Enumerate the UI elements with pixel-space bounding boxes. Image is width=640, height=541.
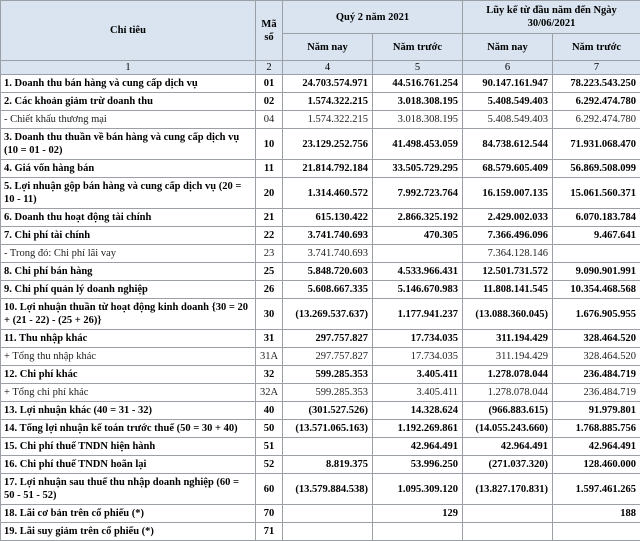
row-ytd-current: 2.429.002.033 — [463, 209, 553, 227]
row-q2-current: 23.129.252.756 — [283, 129, 373, 160]
row-q2-prior: 44.516.761.254 — [373, 75, 463, 93]
row-indicator: 15. Chi phí thuế TNDN hiện hành — [1, 438, 256, 456]
table-row — [1, 281, 640, 299]
row-q2-current — [283, 438, 373, 456]
row-ytd-current: 90.147.161.947 — [463, 75, 553, 93]
table-row — [1, 178, 640, 209]
row-q2-prior: 129 — [373, 505, 463, 523]
row-ytd-prior: 15.061.560.371 — [553, 178, 640, 209]
row-ytd-current: 84.738.612.544 — [463, 129, 553, 160]
header-ytd-group: Lũy kế từ đầu năm đến Ngày 30/06/2021 — [463, 1, 640, 34]
row-ytd-current: 311.194.429 — [463, 330, 553, 348]
row-ytd-prior: 78.223.543.250 — [553, 75, 640, 93]
table-row — [1, 330, 640, 348]
col-number: 4 — [283, 61, 373, 75]
table-row — [1, 505, 640, 523]
row-ytd-prior: 128.460.000 — [553, 456, 640, 474]
row-ytd-prior: 10.354.468.568 — [553, 281, 640, 299]
row-q2-current: 3.741.740.693 — [283, 245, 373, 263]
row-code: 22 — [256, 227, 283, 245]
header-code: Mã số — [256, 1, 283, 61]
table-row — [1, 93, 640, 111]
table-row — [1, 402, 640, 420]
row-q2-prior — [373, 245, 463, 263]
row-q2-current — [283, 505, 373, 523]
row-ytd-prior: 328.464.520 — [553, 348, 640, 366]
row-q2-prior: 41.498.453.059 — [373, 129, 463, 160]
row-q2-current: (13.269.537.637) — [283, 299, 373, 330]
row-q2-prior: 3.018.308.195 — [373, 93, 463, 111]
row-indicator: 11. Thu nhập khác — [1, 330, 256, 348]
row-ytd-current: 42.964.491 — [463, 438, 553, 456]
row-q2-current: 1.314.460.572 — [283, 178, 373, 209]
row-q2-prior: 1.192.269.861 — [373, 420, 463, 438]
row-code: 01 — [256, 75, 283, 93]
row-code: 31A — [256, 348, 283, 366]
row-indicator: 6. Doanh thu hoạt động tài chính — [1, 209, 256, 227]
row-ytd-current: 7.366.496.096 — [463, 227, 553, 245]
row-q2-current: 297.757.827 — [283, 330, 373, 348]
row-ytd-current: 7.364.128.146 — [463, 245, 553, 263]
table-row — [1, 209, 640, 227]
row-indicator: 2. Các khoản giảm trừ doanh thu — [1, 93, 256, 111]
row-ytd-current: (13.088.360.045) — [463, 299, 553, 330]
row-q2-current: 21.814.792.184 — [283, 160, 373, 178]
row-q2-prior: 42.964.491 — [373, 438, 463, 456]
row-code: 32A — [256, 384, 283, 402]
row-q2-prior: 5.146.670.983 — [373, 281, 463, 299]
row-ytd-current: 16.159.007.135 — [463, 178, 553, 209]
col-number: 5 — [373, 61, 463, 75]
row-q2-prior: 17.734.035 — [373, 330, 463, 348]
row-code: 32 — [256, 366, 283, 384]
row-q2-prior: 4.533.966.431 — [373, 263, 463, 281]
row-ytd-prior — [553, 245, 640, 263]
row-q2-current: (301.527.526) — [283, 402, 373, 420]
row-code: 40 — [256, 402, 283, 420]
row-q2-current: 297.757.827 — [283, 348, 373, 366]
row-ytd-current: 68.579.605.409 — [463, 160, 553, 178]
row-indicator: 10. Lợi nhuận thuần từ hoạt động kinh doanh {30 = 20 + (21 - 22) - (25 + 26)} — [1, 299, 256, 330]
row-ytd-prior: 42.964.491 — [553, 438, 640, 456]
row-ytd-prior: 6.292.474.780 — [553, 93, 640, 111]
row-indicator: 16. Chi phí thuế TNDN hoãn lại — [1, 456, 256, 474]
row-q2-current: 599.285.353 — [283, 366, 373, 384]
row-ytd-prior: 236.484.719 — [553, 366, 640, 384]
row-q2-prior: 2.866.325.192 — [373, 209, 463, 227]
row-q2-prior: 3.405.411 — [373, 384, 463, 402]
row-ytd-current — [463, 505, 553, 523]
row-ytd-current: (13.827.170.831) — [463, 474, 553, 505]
row-indicator: 4. Giá vốn hàng bán — [1, 160, 256, 178]
table-row — [1, 245, 640, 263]
row-code: 51 — [256, 438, 283, 456]
table-row — [1, 263, 640, 281]
row-code: 30 — [256, 299, 283, 330]
row-indicator: 8. Chi phí bán hàng — [1, 263, 256, 281]
row-ytd-prior: 1.676.905.955 — [553, 299, 640, 330]
row-q2-prior: 14.328.624 — [373, 402, 463, 420]
table-row — [1, 438, 640, 456]
row-q2-current: 1.574.322.215 — [283, 93, 373, 111]
row-q2-current: 8.819.375 — [283, 456, 373, 474]
header-q2-group: Quý 2 năm 2021 — [283, 1, 463, 34]
row-indicator: 9. Chi phí quản lý doanh nghiệp — [1, 281, 256, 299]
row-q2-prior: 1.177.941.237 — [373, 299, 463, 330]
row-q2-current: (13.579.884.538) — [283, 474, 373, 505]
row-indicator: 19. Lãi suy giảm trên cổ phiếu (*) — [1, 523, 256, 541]
row-q2-current: 599.285.353 — [283, 384, 373, 402]
row-code: 31 — [256, 330, 283, 348]
header-ytd-prior-year: Năm trước — [553, 34, 640, 61]
row-q2-current: 5.608.667.335 — [283, 281, 373, 299]
row-indicator: - Chiết khấu thương mại — [1, 111, 256, 129]
header-indicator: Chỉ tiêu — [1, 1, 256, 61]
row-indicator: 5. Lợi nhuận gộp bán hàng và cung cấp dịch vụ (20 = 10 - 11) — [1, 178, 256, 209]
row-indicator: 14. Tổng lợi nhuận kế toán trước thuế (50 = 30 + 40) — [1, 420, 256, 438]
row-indicator: + Tổng chi phí khác — [1, 384, 256, 402]
row-code: 04 — [256, 111, 283, 129]
row-ytd-current: (14.055.243.660) — [463, 420, 553, 438]
row-ytd-prior: 56.869.508.099 — [553, 160, 640, 178]
row-ytd-prior: 9.090.901.991 — [553, 263, 640, 281]
row-q2-prior: 1.095.309.120 — [373, 474, 463, 505]
table-row — [1, 366, 640, 384]
row-ytd-current: 12.501.731.572 — [463, 263, 553, 281]
row-ytd-prior: 1.597.461.265 — [553, 474, 640, 505]
table-row — [1, 160, 640, 178]
col-number: 6 — [463, 61, 553, 75]
table-row — [1, 456, 640, 474]
row-code: 23 — [256, 245, 283, 263]
row-ytd-prior: 9.467.641 — [553, 227, 640, 245]
row-ytd-current: 1.278.078.044 — [463, 384, 553, 402]
row-ytd-prior: 6.292.474.780 — [553, 111, 640, 129]
row-ytd-current: 311.194.429 — [463, 348, 553, 366]
row-code: 70 — [256, 505, 283, 523]
row-ytd-prior: 1.768.885.756 — [553, 420, 640, 438]
table-row — [1, 384, 640, 402]
row-ytd-prior: 188 — [553, 505, 640, 523]
row-indicator: - Trong đó: Chi phí lãi vay — [1, 245, 256, 263]
header-ytd-current-year: Năm nay — [463, 34, 553, 61]
row-q2-prior: 17.734.035 — [373, 348, 463, 366]
row-ytd-prior: 91.979.801 — [553, 402, 640, 420]
row-q2-prior: 470.305 — [373, 227, 463, 245]
row-code: 21 — [256, 209, 283, 227]
col-number: 2 — [256, 61, 283, 75]
row-q2-current: 1.574.322.215 — [283, 111, 373, 129]
table-row — [1, 420, 640, 438]
row-indicator: 13. Lợi nhuận khác (40 = 31 - 32) — [1, 402, 256, 420]
row-q2-current: 24.703.574.971 — [283, 75, 373, 93]
row-indicator: + Tổng thu nhập khác — [1, 348, 256, 366]
row-indicator: 17. Lợi nhuận sau thuế thu nhập doanh nghiệp (60 = 50 - 51 - 52) — [1, 474, 256, 505]
row-q2-prior: 3.018.308.195 — [373, 111, 463, 129]
row-code: 10 — [256, 129, 283, 160]
row-code: 11 — [256, 160, 283, 178]
row-ytd-current: (966.883.615) — [463, 402, 553, 420]
row-ytd-prior: 328.464.520 — [553, 330, 640, 348]
report-body — [1, 75, 640, 541]
row-ytd-prior: 236.484.719 — [553, 384, 640, 402]
header-q2-prior-year: Năm trước — [373, 34, 463, 61]
row-ytd-current: 1.278.078.044 — [463, 366, 553, 384]
row-q2-current: 5.848.720.603 — [283, 263, 373, 281]
row-q2-prior: 53.996.250 — [373, 456, 463, 474]
table-row — [1, 227, 640, 245]
row-q2-current: (13.571.065.163) — [283, 420, 373, 438]
row-ytd-prior: 71.931.068.470 — [553, 129, 640, 160]
row-ytd-current: 5.408.549.403 — [463, 93, 553, 111]
table-row — [1, 299, 640, 330]
row-code: 20 — [256, 178, 283, 209]
row-ytd-current: 11.808.141.545 — [463, 281, 553, 299]
table-row — [1, 348, 640, 366]
row-code: 25 — [256, 263, 283, 281]
row-q2-prior: 3.405.411 — [373, 366, 463, 384]
row-q2-prior: 33.505.729.295 — [373, 160, 463, 178]
row-indicator: 1. Doanh thu bán hàng và cung cấp dịch vụ — [1, 75, 256, 93]
table-row — [1, 111, 640, 129]
row-ytd-current: 5.408.549.403 — [463, 111, 553, 129]
table-row — [1, 75, 640, 93]
header-q2-current-year: Năm nay — [283, 34, 373, 61]
row-ytd-current: (271.037.320) — [463, 456, 553, 474]
col-number: 7 — [553, 61, 640, 75]
row-code: 26 — [256, 281, 283, 299]
row-code: 60 — [256, 474, 283, 505]
row-q2-prior: 7.992.723.764 — [373, 178, 463, 209]
row-indicator: 3. Doanh thu thuần về bán hàng và cung cấp dịch vụ (10 = 01 - 02) — [1, 129, 256, 160]
row-indicator: 18. Lãi cơ bản trên cổ phiếu (*) — [1, 505, 256, 523]
table-row — [1, 129, 640, 160]
row-code: 50 — [256, 420, 283, 438]
row-indicator: 12. Chi phí khác — [1, 366, 256, 384]
row-code: 52 — [256, 456, 283, 474]
row-q2-current: 3.741.740.693 — [283, 227, 373, 245]
row-code: 02 — [256, 93, 283, 111]
row-ytd-prior: 6.070.183.784 — [553, 209, 640, 227]
row-indicator: 7. Chi phí tài chính — [1, 227, 256, 245]
col-number: 1 — [1, 61, 256, 75]
row-code: 71 — [256, 523, 283, 541]
row-q2-current: 615.130.422 — [283, 209, 373, 227]
table-row — [1, 474, 640, 505]
